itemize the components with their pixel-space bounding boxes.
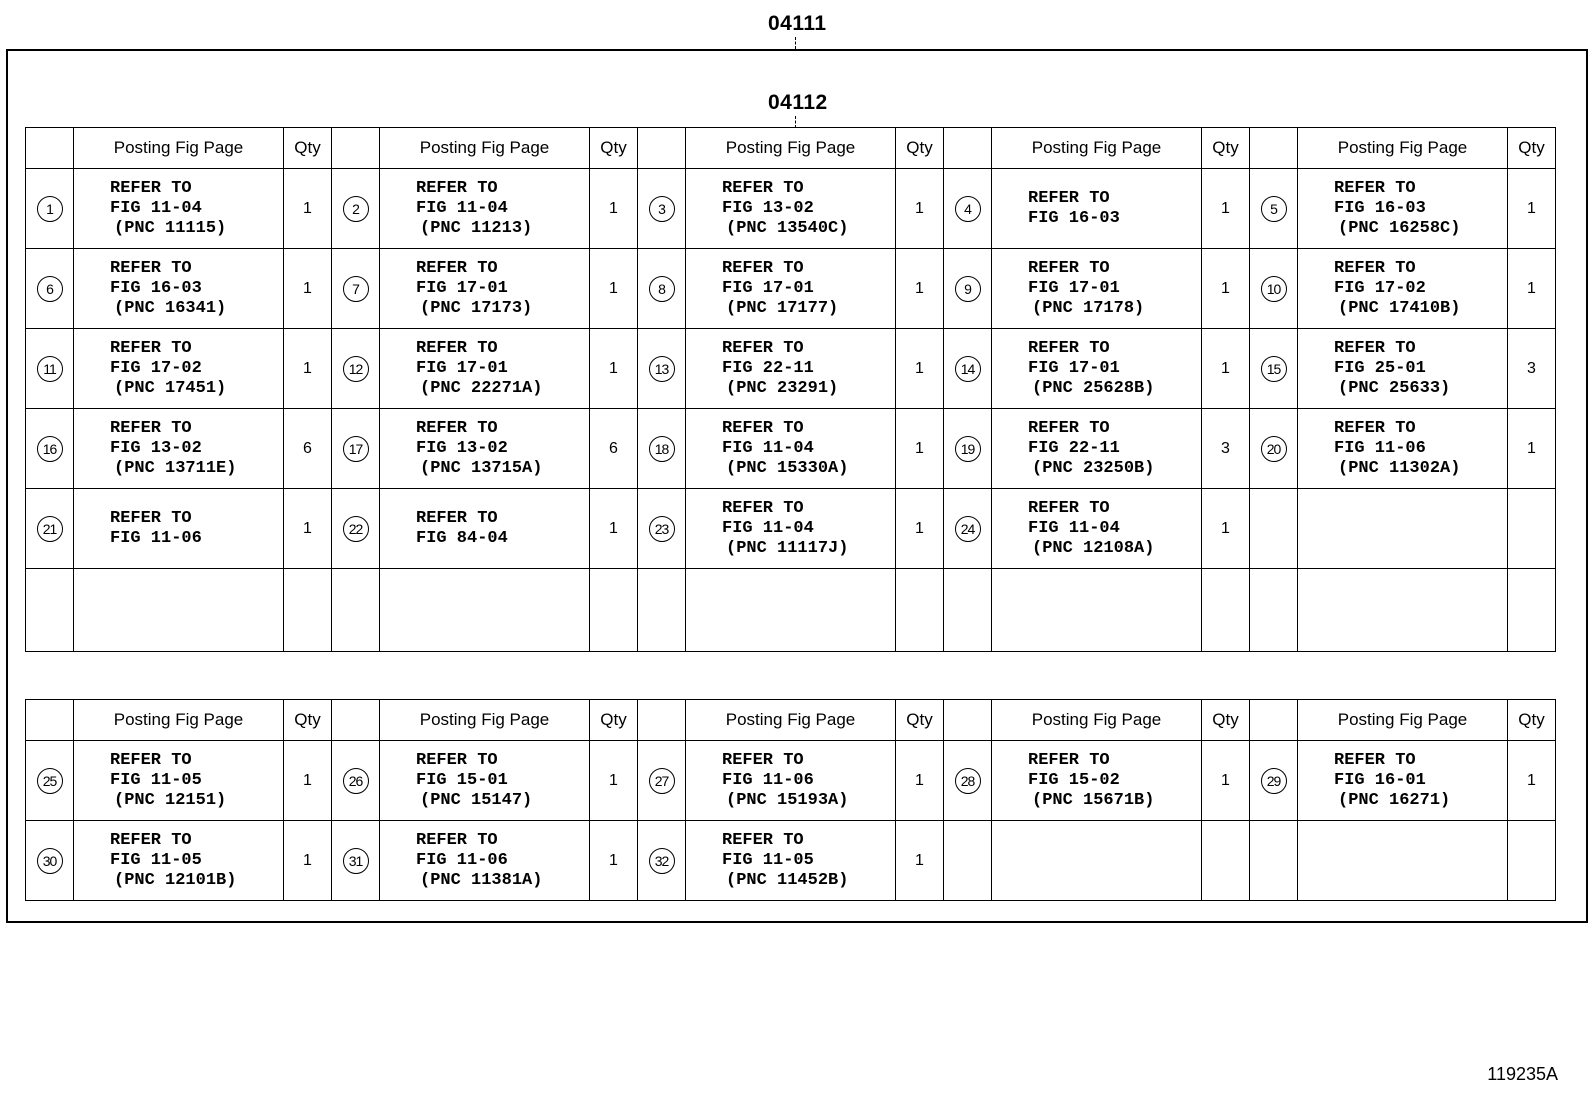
ref-line-refer: REFER TO (1334, 418, 1416, 438)
item-number-cell (638, 249, 686, 329)
header-posting-cell: Posting Fig Page (380, 700, 590, 741)
ref-line-refer: REFER TO (416, 338, 498, 358)
circled-number-icon: 24 (955, 516, 981, 542)
ref-line-fig: FIG 11-06 (416, 850, 508, 870)
circled-number-icon: 26 (343, 768, 369, 794)
item-number-cell (638, 741, 686, 821)
posting-fig-cell (686, 329, 896, 409)
qty-cell: 1 (284, 169, 332, 249)
item-number-cell (638, 569, 686, 652)
header-qty-cell: Qty (284, 128, 332, 169)
ref-line-pnc: (PNC 16341) (114, 298, 227, 318)
circled-number-icon: 13 (649, 356, 675, 382)
item-number-cell (944, 169, 992, 249)
header-posting-cell: Posting Fig Page (992, 128, 1202, 169)
posting-fig-cell (1298, 409, 1508, 489)
ref-line-fig: FIG 17-02 (110, 358, 202, 378)
ref-line-pnc: (PNC 16258C) (1338, 218, 1461, 238)
qty-cell (1508, 569, 1556, 652)
header-posting-cell: Posting Fig Page (686, 700, 896, 741)
ref-line-fig: FIG 11-04 (1028, 518, 1120, 538)
ref-line-refer: REFER TO (1334, 258, 1416, 278)
item-number-cell (332, 489, 380, 569)
ref-line-pnc: (PNC 23291) (726, 378, 839, 398)
ref-line-refer: REFER TO (1028, 498, 1110, 518)
ref-line-pnc: (PNC 12151) (114, 790, 227, 810)
circled-number-icon: 27 (649, 768, 675, 794)
circled-number-icon: 7 (343, 276, 369, 302)
posting-fig-cell (74, 821, 284, 901)
qty-cell (1202, 821, 1250, 901)
circled-number-icon: 30 (37, 848, 63, 874)
header-qty-cell: Qty (1202, 128, 1250, 169)
parts-table-1 (25, 127, 1556, 652)
ref-line-refer: REFER TO (110, 830, 192, 850)
item-number-cell (1250, 409, 1298, 489)
ref-line-refer: REFER TO (722, 830, 804, 850)
header-qty-cell: Qty (1508, 700, 1556, 741)
posting-fig-cell (992, 821, 1202, 901)
qty-cell: 1 (590, 169, 638, 249)
ref-line-pnc: (PNC 17451) (114, 378, 227, 398)
item-number-cell (26, 569, 74, 652)
item-number-cell (944, 409, 992, 489)
ref-line-fig: FIG 11-04 (722, 518, 814, 538)
item-number-cell (638, 821, 686, 901)
posting-fig-cell (686, 489, 896, 569)
circled-number-icon: 11 (37, 356, 63, 382)
assembly-label: 04111 (768, 12, 827, 35)
item-number-cell (332, 409, 380, 489)
ref-line-fig: FIG 11-05 (110, 770, 202, 790)
ref-line-refer: REFER TO (416, 830, 498, 850)
qty-cell: 1 (590, 249, 638, 329)
posting-fig-cell (380, 169, 590, 249)
posting-fig-cell (1298, 489, 1508, 569)
ref-line-fig: FIG 17-01 (1028, 278, 1120, 298)
ref-line-fig: FIG 11-06 (722, 770, 814, 790)
posting-fig-cell (992, 329, 1202, 409)
qty-cell: 1 (896, 409, 944, 489)
qty-cell: 1 (1202, 489, 1250, 569)
item-number-cell (944, 569, 992, 652)
qty-cell: 1 (284, 741, 332, 821)
ref-line-refer: REFER TO (416, 750, 498, 770)
header-posting-cell: Posting Fig Page (74, 128, 284, 169)
ref-line-refer: REFER TO (110, 750, 192, 770)
circled-number-icon: 16 (37, 436, 63, 462)
ref-line-pnc: (PNC 15193A) (726, 790, 849, 810)
posting-fig-cell (686, 409, 896, 489)
ref-line-fig: FIG 22-11 (722, 358, 814, 378)
qty-cell (590, 569, 638, 652)
posting-fig-cell (992, 249, 1202, 329)
ref-line-fig: FIG 11-05 (722, 850, 814, 870)
ref-line-refer: REFER TO (722, 258, 804, 278)
qty-cell: 1 (590, 489, 638, 569)
ref-line-pnc: (PNC 22271A) (420, 378, 543, 398)
qty-cell: 1 (896, 329, 944, 409)
header-num-cell (1250, 128, 1298, 169)
posting-fig-cell (380, 821, 590, 901)
ref-line-fig: FIG 11-04 (110, 198, 202, 218)
header-qty-cell: Qty (590, 700, 638, 741)
header-num-cell (944, 700, 992, 741)
posting-fig-cell (74, 569, 284, 652)
item-number-cell (332, 569, 380, 652)
item-number-cell (944, 489, 992, 569)
header-num-cell (26, 700, 74, 741)
ref-line-refer: REFER TO (110, 418, 192, 438)
posting-fig-cell (380, 489, 590, 569)
ref-line-fig: FIG 84-04 (416, 528, 508, 548)
item-number-cell (332, 329, 380, 409)
qty-cell: 1 (1202, 169, 1250, 249)
posting-fig-cell (74, 249, 284, 329)
qty-cell: 1 (1508, 249, 1556, 329)
header-qty-cell: Qty (590, 128, 638, 169)
ref-line-refer: REFER TO (722, 498, 804, 518)
circled-number-icon: 15 (1261, 356, 1287, 382)
circled-number-icon: 5 (1261, 196, 1287, 222)
posting-fig-cell (992, 569, 1202, 652)
ref-line-pnc: (PNC 25633) (1338, 378, 1451, 398)
posting-fig-cell (380, 569, 590, 652)
qty-cell: 1 (896, 169, 944, 249)
header-row (26, 128, 1556, 169)
posting-fig-cell (686, 569, 896, 652)
ref-line-fig: FIG 11-05 (110, 850, 202, 870)
header-num-cell (638, 700, 686, 741)
circled-number-icon: 17 (343, 436, 369, 462)
header-posting-cell: Posting Fig Page (380, 128, 590, 169)
header-num-cell (332, 128, 380, 169)
posting-fig-cell (992, 741, 1202, 821)
table-row (26, 741, 1556, 821)
item-number-cell (26, 489, 74, 569)
header-posting-cell: Posting Fig Page (74, 700, 284, 741)
table-row (26, 329, 1556, 409)
ref-line-fig: FIG 15-01 (416, 770, 508, 790)
qty-cell: 3 (1508, 329, 1556, 409)
ref-line-refer: REFER TO (110, 178, 192, 198)
qty-cell: 1 (896, 741, 944, 821)
ref-line-fig: FIG 16-03 (1028, 208, 1120, 228)
item-number-cell (332, 741, 380, 821)
posting-fig-cell (992, 169, 1202, 249)
ref-line-fig: FIG 13-02 (110, 438, 202, 458)
ref-line-fig: FIG 17-02 (1334, 278, 1426, 298)
posting-fig-cell (1298, 169, 1508, 249)
qty-cell: 1 (284, 489, 332, 569)
circled-number-icon: 32 (649, 848, 675, 874)
ref-line-refer: REFER TO (110, 338, 192, 358)
ref-line-pnc: (PNC 15671B) (1032, 790, 1155, 810)
item-number-cell (1250, 569, 1298, 652)
item-number-cell (638, 409, 686, 489)
qty-cell: 1 (1202, 249, 1250, 329)
ref-line-refer: REFER TO (722, 338, 804, 358)
header-posting-cell: Posting Fig Page (686, 128, 896, 169)
posting-fig-cell (74, 329, 284, 409)
ref-line-pnc: (PNC 11302A) (1338, 458, 1461, 478)
posting-fig-cell (686, 169, 896, 249)
posting-fig-cell (380, 741, 590, 821)
posting-fig-cell (74, 489, 284, 569)
header-qty-cell: Qty (1202, 700, 1250, 741)
ref-line-refer: REFER TO (1334, 178, 1416, 198)
ref-line-refer: REFER TO (1028, 258, 1110, 278)
posting-fig-cell (380, 329, 590, 409)
header-row (26, 700, 1556, 741)
ref-line-fig: FIG 22-11 (1028, 438, 1120, 458)
qty-cell: 1 (284, 821, 332, 901)
qty-cell (1508, 821, 1556, 901)
ref-line-fig: FIG 25-01 (1334, 358, 1426, 378)
ref-line-pnc: (PNC 23250B) (1032, 458, 1155, 478)
header-num-cell (944, 128, 992, 169)
qty-cell: 6 (590, 409, 638, 489)
header-posting-cell: Posting Fig Page (1298, 700, 1508, 741)
table-row (26, 821, 1556, 901)
ref-line-pnc: (PNC 13711E) (114, 458, 237, 478)
ref-line-fig: FIG 17-01 (416, 358, 508, 378)
circled-number-icon: 29 (1261, 768, 1287, 794)
qty-cell (896, 569, 944, 652)
assembly-leader (795, 37, 796, 49)
item-number-cell (26, 169, 74, 249)
circled-number-icon: 23 (649, 516, 675, 542)
ref-line-pnc: (PNC 17178) (1032, 298, 1145, 318)
item-number-cell (638, 489, 686, 569)
item-number-cell (1250, 169, 1298, 249)
ref-line-refer: REFER TO (416, 508, 498, 528)
ref-line-refer: REFER TO (722, 750, 804, 770)
posting-fig-cell (1298, 569, 1508, 652)
ref-line-fig: FIG 17-01 (416, 278, 508, 298)
posting-fig-cell (380, 249, 590, 329)
ref-line-pnc: (PNC 13540C) (726, 218, 849, 238)
table-row (26, 569, 1556, 652)
table-row (26, 409, 1556, 489)
item-number-cell (1250, 249, 1298, 329)
ref-line-refer: REFER TO (1334, 338, 1416, 358)
ref-line-fig: FIG 16-03 (1334, 198, 1426, 218)
circled-number-icon: 10 (1261, 276, 1287, 302)
item-number-cell (1250, 489, 1298, 569)
item-number-cell (944, 741, 992, 821)
table-row (26, 489, 1556, 569)
circled-number-icon: 31 (343, 848, 369, 874)
item-number-cell (1250, 329, 1298, 409)
circled-number-icon: 28 (955, 768, 981, 794)
ref-line-refer: REFER TO (110, 258, 192, 278)
ref-line-refer: REFER TO (722, 178, 804, 198)
ref-line-fig: FIG 11-04 (416, 198, 508, 218)
posting-fig-cell (1298, 741, 1508, 821)
ref-line-fig: FIG 17-01 (1028, 358, 1120, 378)
item-number-cell (26, 329, 74, 409)
circled-number-icon: 1 (37, 196, 63, 222)
qty-cell: 1 (1202, 741, 1250, 821)
item-number-cell (944, 821, 992, 901)
ref-line-pnc: (PNC 25628B) (1032, 378, 1155, 398)
posting-fig-cell (992, 409, 1202, 489)
circled-number-icon: 20 (1261, 436, 1287, 462)
header-num-cell (332, 700, 380, 741)
table-row (26, 169, 1556, 249)
ref-line-pnc: (PNC 11381A) (420, 870, 543, 890)
posting-fig-cell (1298, 821, 1508, 901)
ref-line-pnc: (PNC 17177) (726, 298, 839, 318)
ref-line-pnc: (PNC 15147) (420, 790, 533, 810)
posting-fig-cell (74, 741, 284, 821)
subassembly-label: 04112 (768, 91, 828, 114)
ref-line-pnc: (PNC 16271) (1338, 790, 1451, 810)
ref-line-refer: REFER TO (722, 418, 804, 438)
item-number-cell (26, 741, 74, 821)
circled-number-icon: 25 (37, 768, 63, 794)
circled-number-icon: 4 (955, 196, 981, 222)
ref-line-pnc: (PNC 12101B) (114, 870, 237, 890)
qty-cell: 1 (1202, 329, 1250, 409)
ref-line-fig: FIG 11-06 (1334, 438, 1426, 458)
ref-line-fig: FIG 17-01 (722, 278, 814, 298)
item-number-cell (1250, 741, 1298, 821)
qty-cell: 1 (590, 741, 638, 821)
circled-number-icon: 18 (649, 436, 675, 462)
ref-line-pnc: (PNC 12108A) (1032, 538, 1155, 558)
qty-cell: 1 (284, 249, 332, 329)
header-num-cell (26, 128, 74, 169)
qty-cell: 1 (896, 821, 944, 901)
header-posting-cell: Posting Fig Page (1298, 128, 1508, 169)
posting-fig-cell (686, 741, 896, 821)
qty-cell: 1 (1508, 741, 1556, 821)
qty-cell: 1 (1508, 169, 1556, 249)
item-number-cell (638, 169, 686, 249)
header-num-cell (638, 128, 686, 169)
circled-number-icon: 12 (343, 356, 369, 382)
ref-line-refer: REFER TO (1028, 418, 1110, 438)
item-number-cell (332, 821, 380, 901)
ref-line-pnc: (PNC 15330A) (726, 458, 849, 478)
circled-number-icon: 8 (649, 276, 675, 302)
ref-line-pnc: (PNC 17173) (420, 298, 533, 318)
ref-line-pnc: (PNC 11213) (420, 218, 533, 238)
header-qty-cell: Qty (896, 700, 944, 741)
header-qty-cell: Qty (896, 128, 944, 169)
ref-line-fig: FIG 11-04 (722, 438, 814, 458)
item-number-cell (944, 249, 992, 329)
qty-cell: 1 (590, 329, 638, 409)
circled-number-icon: 3 (649, 196, 675, 222)
item-number-cell (1250, 821, 1298, 901)
item-number-cell (332, 169, 380, 249)
posting-fig-cell (686, 821, 896, 901)
qty-cell: 3 (1202, 409, 1250, 489)
item-number-cell (944, 329, 992, 409)
header-qty-cell: Qty (284, 700, 332, 741)
qty-cell: 1 (284, 329, 332, 409)
ref-line-fig: FIG 16-01 (1334, 770, 1426, 790)
ref-line-refer: REFER TO (1028, 750, 1110, 770)
item-number-cell (332, 249, 380, 329)
ref-line-fig: FIG 15-02 (1028, 770, 1120, 790)
circled-number-icon: 21 (37, 516, 63, 542)
posting-fig-cell (74, 409, 284, 489)
ref-line-refer: REFER TO (110, 508, 192, 528)
ref-line-pnc: (PNC 13715A) (420, 458, 543, 478)
ref-line-fig: FIG 13-02 (722, 198, 814, 218)
ref-line-refer: REFER TO (416, 258, 498, 278)
circled-number-icon: 14 (955, 356, 981, 382)
ref-line-refer: REFER TO (1028, 338, 1110, 358)
ref-line-refer: REFER TO (416, 178, 498, 198)
drawing-code: 119235A (1487, 1064, 1558, 1084)
header-posting-cell: Posting Fig Page (992, 700, 1202, 741)
item-number-cell (26, 249, 74, 329)
ref-line-refer: REFER TO (1334, 750, 1416, 770)
ref-line-refer: REFER TO (416, 418, 498, 438)
posting-fig-cell (1298, 329, 1508, 409)
header-num-cell (1250, 700, 1298, 741)
circled-number-icon: 22 (343, 516, 369, 542)
ref-line-pnc: (PNC 11452B) (726, 870, 849, 890)
qty-cell: 6 (284, 409, 332, 489)
ref-line-fig: FIG 13-02 (416, 438, 508, 458)
ref-line-pnc: (PNC 11117J) (726, 538, 849, 558)
ref-line-pnc: (PNC 17410B) (1338, 298, 1461, 318)
circled-number-icon: 9 (955, 276, 981, 302)
circled-number-icon: 19 (955, 436, 981, 462)
item-number-cell (26, 409, 74, 489)
parts-table-2 (25, 699, 1556, 901)
item-number-cell (638, 329, 686, 409)
qty-cell (284, 569, 332, 652)
item-number-cell (26, 821, 74, 901)
ref-line-fig: FIG 11-06 (110, 528, 202, 548)
circled-number-icon: 2 (343, 196, 369, 222)
qty-cell: 1 (896, 489, 944, 569)
qty-cell: 1 (1508, 409, 1556, 489)
qty-cell (1508, 489, 1556, 569)
qty-cell (1202, 569, 1250, 652)
circled-number-icon: 6 (37, 276, 63, 302)
qty-cell: 1 (590, 821, 638, 901)
posting-fig-cell (992, 489, 1202, 569)
ref-line-refer: REFER TO (1028, 188, 1110, 208)
table-row (26, 249, 1556, 329)
posting-fig-cell (380, 409, 590, 489)
posting-fig-cell (1298, 249, 1508, 329)
ref-line-pnc: (PNC 11115) (114, 218, 227, 238)
posting-fig-cell (74, 169, 284, 249)
header-qty-cell: Qty (1508, 128, 1556, 169)
qty-cell: 1 (896, 249, 944, 329)
posting-fig-cell (686, 249, 896, 329)
ref-line-fig: FIG 16-03 (110, 278, 202, 298)
